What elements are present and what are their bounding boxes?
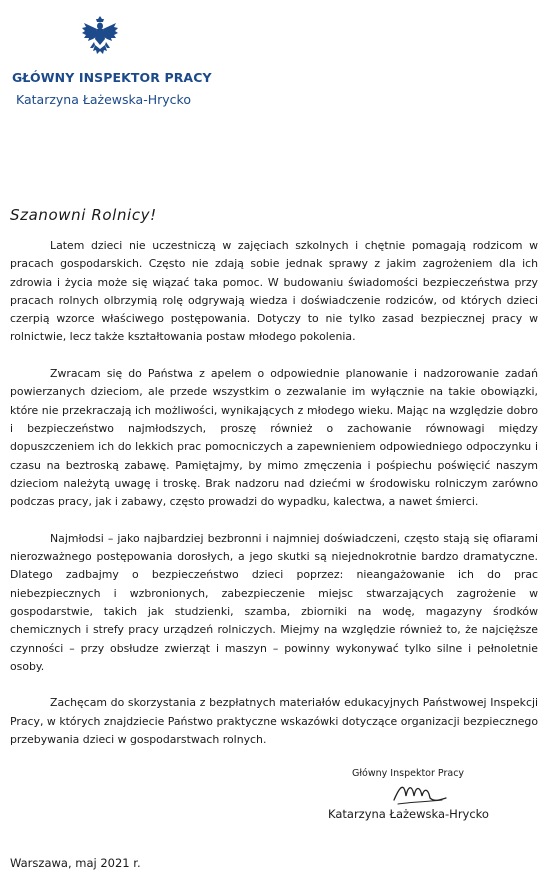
place-and-date: Warszawa, maj 2021 r. (10, 856, 141, 870)
letter-body (10, 237, 538, 768)
letter-paragraph-3: Najmłodsi – jako najbardziej bezbronni i najmniej doświadczeni, często stają się ofiarami nierozważnego postępowania dorosłych, a jego skutki są niejednokrotnie bardzo dramatyczne. Dlatego zadbajmy o bezpieczeństwo dzieci poprzez: nieangażowanie ich do prac niebezpiecznych i wzbronionych, zabezpieczenie miejsc stwarzających zagrożenie w gospodarstwie, takich jak studzienki, szamba, zbiorniki na wodę, magazyny środków chemicznych i strefy pracy urządzeń rolniczych. Miejmy na względzie również to, że najcięższe czynności – przy obsłudze zwierząt i maszyn – powinny wykonywać tylko silne i pełnoletnie osoby. (10, 531, 538, 673)
signature-title: Główny Inspektor Pracy (352, 768, 465, 779)
inspector-name: Katarzyna Łażewska-Hrycko (16, 92, 191, 107)
letter-paragraph-2: Zwracam się do Państwa z apelem o odpowiednie planowanie i nadzorowanie zadań powierzanych dzieciom, ale przede wszystkim o zezwalanie im wyłącznie na takie obowiązki, które nie przekraczają ich możliwości, wynikających z młodego wieku. Mając na względzie dobro i bezpieczeństwo najmłodszych, proszę również o zachowanie równowagi między dopuszczeniem ich do lekkich prac pomocniczych a zapewnieniem odpowiedniego odpoczynku i czasu na beztroską zabawę. Pamiętajmy, by mimo zmęczenia i pośpiechu poświęcić naszym dzieciom należytą uwagę i troskę. Brak nadzoru nad dziećmi w środowisku rolniczym zarówno podczas pracy, jak i zabawy, często prowadzi do wypadku, kalectwa, a nawet śmierci. (10, 367, 538, 509)
polish-eagle-emblem-icon (80, 14, 120, 58)
letter-paragraph-4: Zachęcam do skorzystania z bezpłatnych materiałów edukacyjnych Państwowej Inspekcji Pracy, w których znajdziecie Państwo praktyczne wskazówki dotyczące organizacji bezpiecznego przebywania dzieci w gospodarstwach rolnych. (10, 696, 538, 747)
handwritten-signature-icon (390, 778, 450, 808)
letter-greeting: Szanowni Rolnicy! (10, 206, 157, 224)
signature-name: Katarzyna Łażewska-Hrycko (328, 807, 489, 821)
organization-title: GŁÓWNY INSPEKTOR PRACY (12, 70, 212, 85)
signature-block (0, 760, 549, 830)
letter-paragraph-1: Latem dzieci nie uczestniczą w zajęciach szkolnych i chętnie pomagają rodzicom w pracach gospodarskich. Często nie zdają sobie jednak sprawy z jakim zagrożeniem dla ich zdrowia i życia może się wiązać taka pomoc. W budowaniu świadomości bezpieczeństwa przy pracach rolnych olbrzymią rolę odgrywają wiedza i doświadczenie rodziców, od których dzieci czerpią wzorce właściwego postępowania. Dotyczy to nie tylko zasad bezpiecznej pracy w rolnictwie, lecz także kształtowania postaw młodego pokolenia. (10, 239, 538, 344)
